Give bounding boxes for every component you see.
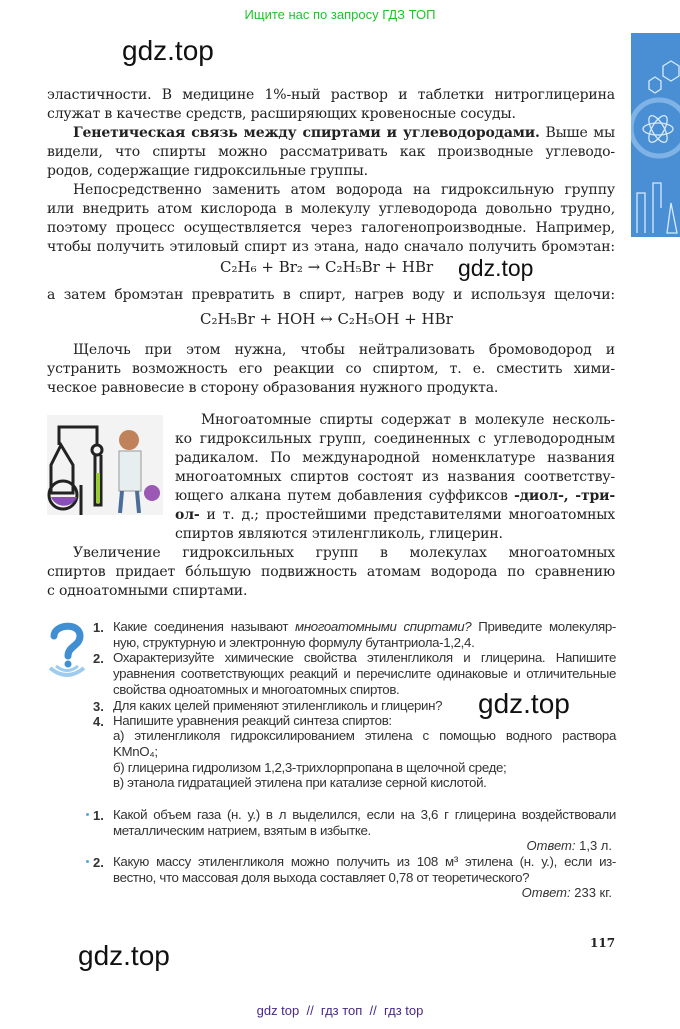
question-number: 1.: [93, 620, 104, 635]
body-line: а затем бромэтан превратить в спирт, нагрев воду и используя щелочи:: [47, 287, 615, 303]
body-line: радикалом. По международной номенклатуре названия: [175, 450, 615, 466]
formula-bromination: C₂H₆ + Br₂ → C₂H₅Br + HBr: [220, 258, 434, 276]
problem-line: Какой объем газа (н. у.) в л выделился, если на 3,6 г глицерина воздействовали: [113, 807, 616, 822]
section-heading: Генетическая связь между спиртами и углеводородами.: [73, 125, 540, 141]
formula-hydrolysis: C₂H₅Br + HOH ↔ C₂H₅OH + HBr: [200, 310, 453, 328]
body-line: многоатомных спиртов состоят из названия соответству-: [175, 469, 615, 485]
answer-value: 1,3 л.: [575, 838, 612, 853]
question-line: свойства одноатомных и многоатомных спиртов.: [113, 682, 400, 697]
question-line: ную, структурную и электронную формулу бутантриола-1,2,4.: [113, 635, 475, 650]
suffix-term: -диол-, -три-: [514, 488, 615, 504]
body-line: видели, что спирты можно рассматривать как производные углеводо-: [47, 144, 615, 160]
question-term: многоатомными спиртами?: [295, 619, 472, 634]
lab-apparatus-icon: [47, 415, 163, 515]
body-text: Выше мы: [539, 125, 615, 141]
body-text: ющего алкана путем добавления суффиксов: [175, 488, 508, 504]
problem-line: Какую массу этиленгликоля можно получить из 108 м³ этилена (н. у.), если из-: [113, 854, 616, 869]
body-line: спиртов являются этиленгликоль, глицерин.: [175, 526, 503, 542]
watermark-logo: gdz.top: [458, 255, 534, 281]
question-line: уравнения соответствующих реакций и перечислите одинаковые и отличительные: [113, 666, 616, 681]
body-line: Многоатомные спирты содержат в молекуле несколь-: [201, 412, 615, 428]
question-line: в) этанола гидратацией этилена при катализе серной кислотой.: [113, 775, 487, 790]
body-line: [175, 506, 615, 525]
body-line: спиртов придает бóльшую подвижность атомам водорода по сравнению: [47, 564, 615, 580]
problem-line: вестно, что массовая доля выхода составляет 0,78 от теоретического?: [113, 870, 530, 885]
body-line: с одноатомными спиртами.: [47, 583, 248, 599]
watermark-logo: gdz.top: [122, 35, 214, 66]
body-line: [175, 487, 615, 506]
question-mark-icon: [46, 620, 88, 682]
question-line: Охарактеризуйте химические свойства этиленгликоля и глицерина. Напишите: [113, 650, 616, 665]
question-line: Напишите уравнения реакций синтеза спиртов:: [113, 713, 392, 728]
body-line: [47, 124, 615, 143]
footer-links: gdz top // гдз топ // гдз top: [256, 1003, 424, 1018]
body-line: родов, содержащие гидроксильные группы.: [47, 163, 368, 179]
body-line: эластичности. В медицине 1%-ный раствор и таблетки нитроглицерина: [47, 87, 615, 103]
suffix-term: ол-: [175, 507, 200, 523]
question-line: б) глицерина гидролизом 1,2,3-трихлорпропана в щелочной среде;: [113, 760, 507, 775]
body-line: Щелочь при этом нужна, чтобы нейтрализовать бромоводород и: [73, 342, 615, 358]
body-text: и т. д.; простейшими представителями многоатомных: [199, 507, 615, 523]
question-line: Для каких целей применяют этиленгликоль и глицерин?: [113, 698, 443, 713]
chemist-illustration: [47, 415, 163, 515]
body-line: чтобы получить этиловый спирт из этана, надо сначало получить бромэтан:: [47, 239, 615, 255]
problem-answer: [527, 838, 612, 853]
answer-value: 233 кг.: [570, 885, 612, 900]
body-line: Увеличение гидроксильных групп в молекулах многоатомных: [73, 545, 615, 561]
body-line: или внедрить атом кислорода в молекулу углеводорода довольно трудно,: [47, 201, 615, 217]
body-line: служат в качестве средств, расширяющих кровеносные сосуды.: [47, 106, 516, 122]
question-line: KMnO₄;: [113, 744, 158, 759]
body-line: устранить возможность его реакции со спиртом, т. е. сместить хими-: [47, 361, 615, 377]
bullet-icon: [86, 813, 89, 816]
problem-line: металлическим натрием, взятым в избытке.: [113, 823, 371, 838]
problem-answer: [522, 885, 612, 900]
question-number: 4.: [93, 714, 104, 729]
body-line: ко гидроксильных групп, соединенных с углеводородным: [175, 431, 615, 447]
question-text: Какие соединения называют: [113, 619, 296, 634]
answer-label: Ответ:: [521, 885, 571, 900]
question-text: Приведите молекуляр-: [471, 619, 616, 634]
question-number: 3.: [93, 699, 104, 714]
body-line: ческое равновесие в сторону образования нужного продукта.: [47, 380, 499, 396]
page-number: 117: [590, 936, 616, 950]
question-line: [113, 619, 616, 635]
watermark-logo: gdz.top: [78, 940, 170, 971]
answer-label: Ответ:: [526, 838, 576, 853]
problem-number: 2.: [93, 855, 104, 870]
bullet-icon: [86, 860, 89, 863]
chemistry-side-banner: [631, 33, 680, 237]
body-line: Непосредственно заменить атом водорода на гидроксильную группу: [73, 182, 615, 198]
body-line: поэтому процесс осуществляется через галогенопроизводные. Например,: [47, 220, 615, 236]
watermark-logo: gdz.top: [478, 688, 570, 719]
question-number: 2.: [93, 651, 104, 666]
problem-number: 1.: [93, 808, 104, 823]
search-hint-banner: Ищите нас по запросу ГДЗ ТОП: [244, 7, 436, 22]
chemistry-icons: [631, 33, 680, 237]
question-line: а) этиленгликоля гидроксилированием этилена с помощью водного раствора: [113, 728, 616, 743]
